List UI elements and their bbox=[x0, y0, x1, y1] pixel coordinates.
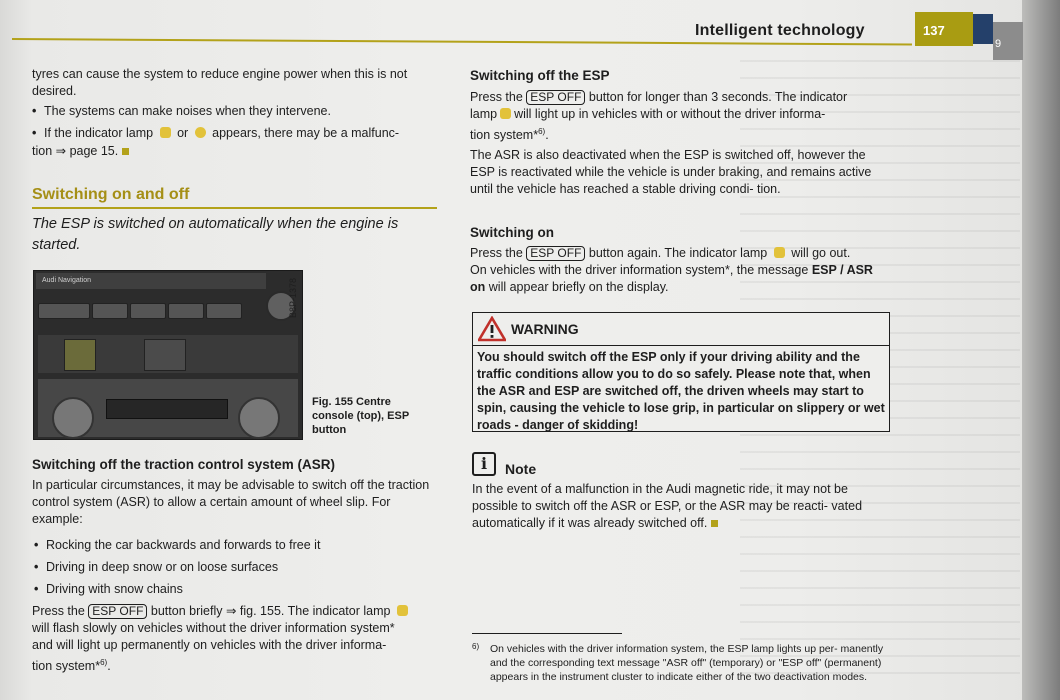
climate-display bbox=[106, 399, 228, 419]
chapter-edge-marker bbox=[973, 14, 993, 44]
asr-deactivation-paragraph: The ASR is also deactivated when the ESP is switched off, however the ESP is reactivated while the vehicle is under braking, and remains active until the vehicle has reached a stable driving condi- tion. bbox=[470, 148, 872, 196]
text-part: tion system* bbox=[32, 659, 101, 674]
press-esp-line1 bbox=[32, 603, 437, 620]
text-part: On vehicles with the driver information system*, the message bbox=[470, 263, 809, 277]
temperature-knob-right bbox=[238, 397, 280, 439]
esp-off-heading: Switching off the ESP bbox=[470, 68, 610, 83]
continued-paragraph: tyres can cause the system to reduce engine power when this is not desired. bbox=[32, 67, 408, 98]
esp-off-key: ESP OFF bbox=[526, 90, 585, 105]
text-part: Press the bbox=[32, 604, 85, 618]
switching-on-heading: Switching on bbox=[470, 225, 554, 240]
text-part: lamp bbox=[470, 107, 498, 121]
warning-box bbox=[472, 312, 890, 432]
esp-off-key: ESP OFF bbox=[88, 604, 147, 619]
press-esp-line3: and will light up permanently on vehicles with the driver informa- bbox=[32, 638, 387, 652]
warning-triangle-icon bbox=[478, 316, 506, 342]
text-part: Press the bbox=[470, 90, 523, 104]
note-text bbox=[472, 481, 888, 532]
figure-caption: Fig. 155 Centre console (top), ESP button bbox=[312, 396, 409, 436]
section-heading: Switching on and off bbox=[32, 186, 190, 203]
text-part: button briefly ⇒ fig. 155. The indicator lamp bbox=[150, 604, 391, 618]
screen-label: Audi Navigation bbox=[42, 277, 92, 284]
end-square-icon bbox=[122, 148, 129, 155]
figure-code: B8P-1378 bbox=[288, 277, 298, 318]
bullet-malfunction-line2 bbox=[32, 143, 437, 160]
page-number: 137 bbox=[923, 23, 945, 38]
console-button bbox=[130, 303, 166, 319]
text-part: will light up in vehicles with or without the driver informa- bbox=[514, 107, 826, 121]
console-button bbox=[206, 303, 242, 319]
note-title: Note bbox=[505, 461, 537, 477]
switching-on-line1 bbox=[470, 245, 890, 262]
chapter-edge-tab bbox=[993, 22, 1023, 60]
press-esp-line4: tion system*$^{6)}$. bbox=[32, 658, 111, 674]
esp-off-line3: tion system*$^{6)}$. bbox=[470, 127, 549, 143]
press-esp-line2: will flash slowly on vehicles without the driver information system* bbox=[32, 621, 395, 635]
indicator-lamp-icon bbox=[500, 108, 511, 119]
text-part: Press the bbox=[470, 246, 523, 260]
footnote-rule bbox=[472, 633, 622, 634]
info-icon: i bbox=[472, 452, 496, 476]
switching-on-line2 bbox=[470, 262, 890, 296]
navigation-screen bbox=[36, 273, 266, 289]
console-button bbox=[92, 303, 128, 319]
page-link[interactable]: tion ⇒ page 15. bbox=[32, 144, 119, 158]
warning-title: WARNING bbox=[511, 321, 579, 337]
section-rule bbox=[32, 207, 437, 209]
asr-bullet: • Rocking the car backwards and forwards to free it bbox=[46, 537, 436, 554]
bullet-noises: • The systems can make noises when they intervene. bbox=[44, 103, 437, 120]
footnote-ref: 6) bbox=[100, 658, 108, 667]
asr-bullet: • Driving in deep snow or on loose surfaces bbox=[46, 559, 436, 576]
section-intro: The ESP is switched on automatically when the engine is started. bbox=[32, 216, 399, 253]
indicator-lamp-icon bbox=[774, 247, 785, 258]
indicator-lamp-icon bbox=[160, 127, 171, 138]
temperature-knob-left bbox=[52, 397, 94, 439]
bullet-malfunction bbox=[44, 125, 437, 142]
hazard-button bbox=[144, 339, 186, 371]
chapter-number: 9 bbox=[995, 38, 1002, 50]
warning-text: You should switch off the ESP only if your driving ability and the traffic conditions allow you to do so safely. Please note that, when the ASR and ESP are switched off, the driven wheels may start to spin, causing the vehicle to lose grip, in particular on slippery or wet roads - danger of skidding! bbox=[477, 350, 885, 432]
text-part: will go out. bbox=[791, 246, 851, 260]
bullet-text-part: appears, there may be a malfunc- bbox=[212, 126, 400, 140]
indicator-lamp-icon bbox=[397, 605, 408, 616]
asr-heading: Switching off the traction control system (ASR) bbox=[32, 457, 336, 472]
text-part: button for longer than 3 seconds. The indicator bbox=[588, 90, 848, 104]
warning-header bbox=[473, 313, 889, 346]
esp-off-line2 bbox=[470, 106, 890, 123]
indicator-lamp-icon bbox=[195, 127, 206, 138]
text-part: will appear briefly on the display. bbox=[488, 280, 669, 294]
esp-off-button bbox=[64, 339, 96, 371]
page-number-tab bbox=[915, 12, 973, 46]
console-button bbox=[38, 303, 90, 319]
text-part: button again. The indicator lamp bbox=[588, 246, 768, 260]
footnote-mark: 6) bbox=[472, 642, 480, 651]
esp-off-key: ESP OFF bbox=[526, 246, 585, 261]
bullet-text-part: If the indicator lamp bbox=[44, 126, 154, 140]
page-edge-shadow bbox=[1022, 0, 1060, 700]
footnote-text: On vehicles with the driver information system, the ESP lamp lights up per- manently and the corresponding text message "ASR off" (temporary) or "ESP off" (permanent) appears in the instrument cluster to indicate either of the two deactivation modes. bbox=[490, 643, 884, 683]
footnote-ref: 6) bbox=[538, 127, 546, 136]
text-part: tion system* bbox=[470, 128, 539, 143]
console-button bbox=[168, 303, 204, 319]
display-message: ESP / ASR on bbox=[470, 263, 873, 294]
text-part: In the event of a malfunction in the Audi magnetic ride, it may not be possible to switch off the ASR or ESP, or the ASR may be reacti- vated automatically if it was already switched off. bbox=[472, 482, 863, 530]
asr-bullet: • Driving with snow chains bbox=[46, 581, 436, 598]
asr-paragraph: In particular circumstances, it may be advisable to switch off the traction control system (ASR) to allow a certain amount of wheel slip. For example: bbox=[32, 478, 430, 526]
esp-off-line1 bbox=[470, 89, 890, 106]
bullet-text-part: or bbox=[177, 126, 189, 140]
centre-console-figure bbox=[33, 270, 303, 440]
end-square-icon bbox=[711, 520, 718, 527]
running-title: Intelligent technology bbox=[695, 22, 865, 39]
